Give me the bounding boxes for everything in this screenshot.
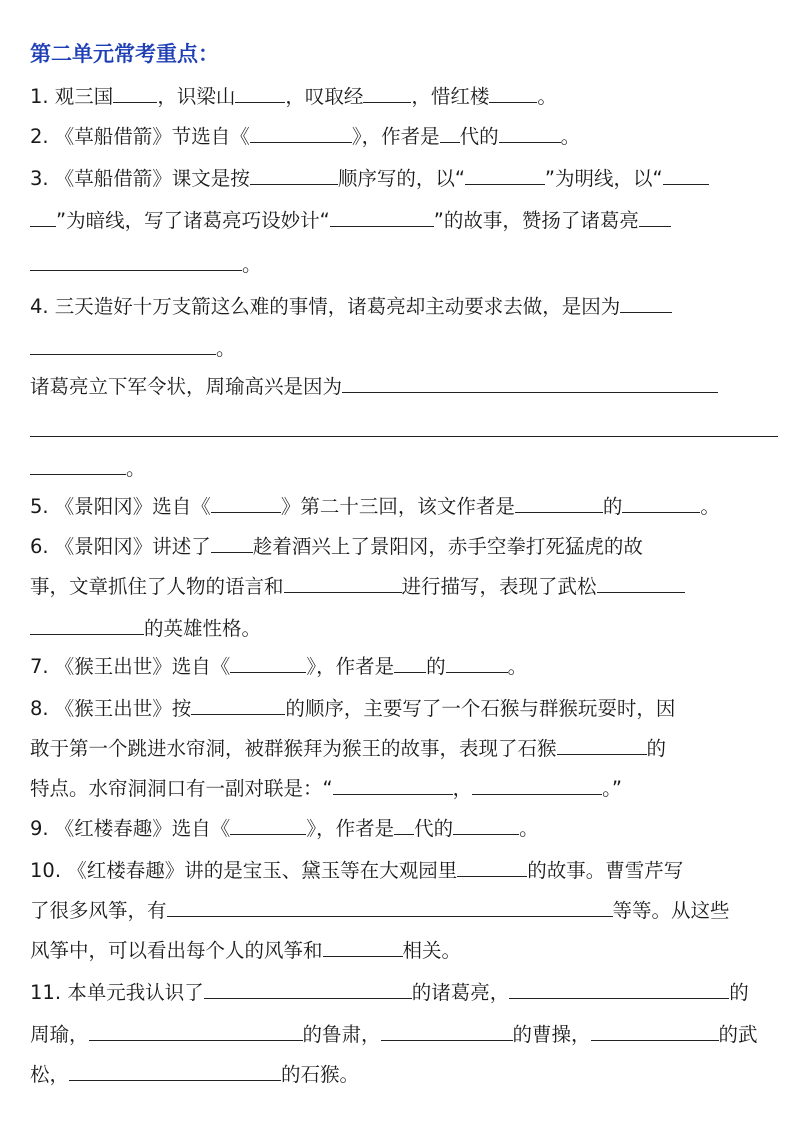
answer-blank[interactable] <box>204 980 412 999</box>
answer-blank[interactable] <box>457 858 527 877</box>
line-text: 9. 《红楼春趣》选自《 <box>30 817 231 840</box>
worksheet-line <box>30 574 685 600</box>
line-text: 。 <box>242 253 262 276</box>
answer-blank[interactable] <box>284 574 402 593</box>
answer-blank[interactable] <box>440 124 460 143</box>
worksheet-line <box>30 1022 758 1048</box>
answer-blank[interactable] <box>230 816 306 835</box>
worksheet-line <box>30 84 557 110</box>
answer-blank[interactable] <box>30 252 242 271</box>
line-text: 。 <box>700 495 720 518</box>
answer-blank[interactable] <box>330 208 434 227</box>
line-text: 风筝中，可以看出每个人的风筝和 <box>30 939 323 962</box>
line-text: 8. 《猴王出世》按 <box>30 697 192 720</box>
answer-blank[interactable] <box>663 166 709 185</box>
answer-blank[interactable] <box>30 616 144 635</box>
line-text: 相关。 <box>402 939 462 962</box>
worksheet-line <box>30 654 527 680</box>
line-text: 了很多风筝，有 <box>30 899 167 922</box>
line-text: ，叹取经 <box>285 85 364 108</box>
answer-blank[interactable] <box>597 574 685 593</box>
line-text: 代的 <box>414 817 454 840</box>
line-text: 的英雄性格。 <box>144 617 262 640</box>
line-text: 3. 《草船借箭》课文是按 <box>30 167 250 190</box>
answer-blank[interactable] <box>69 1062 281 1081</box>
line-text: 的 <box>602 495 623 518</box>
answer-blank[interactable] <box>620 294 672 313</box>
line-text: 的 <box>729 981 749 1004</box>
line-text: 的石猴。 <box>281 1063 360 1086</box>
worksheet-line <box>30 252 262 278</box>
line-text: 6. 《景阳冈》讲述了 <box>30 535 211 558</box>
line-text: 。” <box>602 777 622 800</box>
worksheet-line <box>30 776 622 802</box>
line-text: 10. 《红楼春趣》讲的是宝玉、黛玉等在大观园里 <box>30 859 458 882</box>
answer-blank[interactable] <box>363 84 411 103</box>
worksheet-line <box>30 980 749 1006</box>
answer-blank[interactable] <box>622 494 700 513</box>
line-text: 的 <box>426 655 446 678</box>
worksheet-line <box>30 616 261 642</box>
line-text: 的曹操， <box>512 1023 591 1046</box>
line-text: 2. 《草船借箭》节选自《 <box>30 125 250 148</box>
line-text: 1. 观三国 <box>30 85 114 108</box>
worksheet-line <box>30 1062 359 1088</box>
line-text: 》，作者是 <box>306 817 395 840</box>
worksheet-line <box>30 294 672 320</box>
answer-blank[interactable] <box>591 1022 719 1041</box>
line-text: 敢于第一个跳进水帘洞，被群猴拜为猴王的故事，表现了石猴 <box>30 737 557 760</box>
line-text: 。 <box>519 817 539 840</box>
worksheet-line <box>30 858 683 884</box>
line-text: 。 <box>216 337 236 360</box>
line-text: 的诸葛亮， <box>411 981 510 1004</box>
answer-blank[interactable] <box>446 654 508 673</box>
worksheet-line <box>30 736 666 762</box>
worksheet-line <box>30 456 146 482</box>
line-text: 。 <box>560 125 581 148</box>
answer-blank[interactable] <box>394 816 414 835</box>
line-text: 5. 《景阳冈》选自《 <box>30 495 211 518</box>
line-text: 松， <box>30 1063 70 1086</box>
answer-blank[interactable] <box>557 736 647 755</box>
worksheet-line <box>30 336 236 362</box>
answer-blank[interactable] <box>211 494 281 513</box>
answer-blank[interactable] <box>113 84 157 103</box>
answer-blank[interactable] <box>323 938 403 957</box>
line-text: 的顺序，主要写了一个石猴与群猴玩耍时，因 <box>285 697 676 720</box>
line-text: 的武 <box>718 1023 758 1046</box>
line-text: 》，作者是 <box>351 125 440 148</box>
answer-blank[interactable] <box>191 696 285 715</box>
answer-blank[interactable] <box>472 776 602 795</box>
line-text: ， <box>452 777 473 800</box>
answer-blank[interactable] <box>465 166 545 185</box>
line-text: 进行描写，表现了武松 <box>401 575 597 598</box>
worksheet-line <box>30 494 720 520</box>
worksheet-line <box>30 696 675 722</box>
worksheet-line <box>30 418 778 444</box>
line-text: 诸葛亮立下军令状，周瑜高兴是因为 <box>30 375 343 398</box>
line-text: 的故事。曹雪芹写 <box>527 859 684 882</box>
line-text: 等等。从这些 <box>612 899 730 922</box>
line-text: ，惜红楼 <box>411 85 490 108</box>
line-text: 。 <box>126 457 146 480</box>
line-text: 的 <box>646 737 667 760</box>
line-text: 事，文章抓住了人物的语言和 <box>30 575 284 598</box>
worksheet-line <box>30 166 709 192</box>
line-text: 4. 三天造好十万支箭这么难的事情，诸葛亮却主动要求去做，是因为 <box>30 295 621 318</box>
answer-blank[interactable] <box>30 336 216 355</box>
page-title: 第二单元常考重点： <box>30 42 219 66</box>
answer-blank[interactable] <box>499 124 561 143</box>
line-text: ”为明线，以“ <box>544 167 663 190</box>
line-text: 》第二十三回，该文作者是 <box>280 495 515 518</box>
answer-blank[interactable] <box>515 494 603 513</box>
answer-blank[interactable] <box>333 776 453 795</box>
worksheet-line <box>30 374 718 400</box>
worksheet-line <box>30 816 539 842</box>
answer-blank[interactable] <box>30 208 56 227</box>
worksheet-line <box>30 534 643 560</box>
answer-blank[interactable] <box>639 208 671 227</box>
line-text: 的鲁肃， <box>302 1023 381 1046</box>
answer-blank[interactable] <box>342 374 718 393</box>
line-text: ”的故事，赞扬了诸葛亮 <box>433 209 639 232</box>
line-text: ，识梁山 <box>157 85 236 108</box>
line-text: 周瑜， <box>30 1023 89 1046</box>
answer-blank[interactable] <box>394 654 426 673</box>
line-text: 》，作者是 <box>306 655 395 678</box>
line-text: 11. 本单元我认识了 <box>30 981 204 1004</box>
answer-blank[interactable] <box>30 456 126 475</box>
worksheet-line <box>30 208 671 234</box>
line-text: 。 <box>537 85 557 108</box>
line-text: 7. 《猴王出世》选自《 <box>30 655 231 678</box>
worksheet-line <box>30 938 461 964</box>
answer-blank[interactable] <box>381 1022 513 1041</box>
line-text: 趁着酒兴上了景阳冈，赤手空拳打死猛虎的故 <box>252 535 643 558</box>
answer-blank[interactable] <box>250 166 338 185</box>
line-text: 特点。水帘洞洞口有一副对联是：“ <box>30 777 333 800</box>
answer-blank[interactable] <box>30 418 778 437</box>
answer-blank[interactable] <box>167 898 613 917</box>
worksheet-line <box>30 898 730 924</box>
line-text: 代的 <box>459 125 499 148</box>
answer-blank[interactable] <box>453 816 519 835</box>
line-text: ”为暗线，写了诸葛亮巧设妙计“ <box>56 209 330 232</box>
answer-blank[interactable] <box>230 654 306 673</box>
answer-blank[interactable] <box>489 84 537 103</box>
line-text: 。 <box>507 655 528 678</box>
worksheet-line <box>30 124 580 150</box>
answer-blank[interactable] <box>509 980 729 999</box>
answer-blank[interactable] <box>89 1022 303 1041</box>
line-text: 顺序写的，以“ <box>337 167 465 190</box>
answer-blank[interactable] <box>211 534 253 553</box>
answer-blank[interactable] <box>250 124 352 143</box>
answer-blank[interactable] <box>235 84 285 103</box>
